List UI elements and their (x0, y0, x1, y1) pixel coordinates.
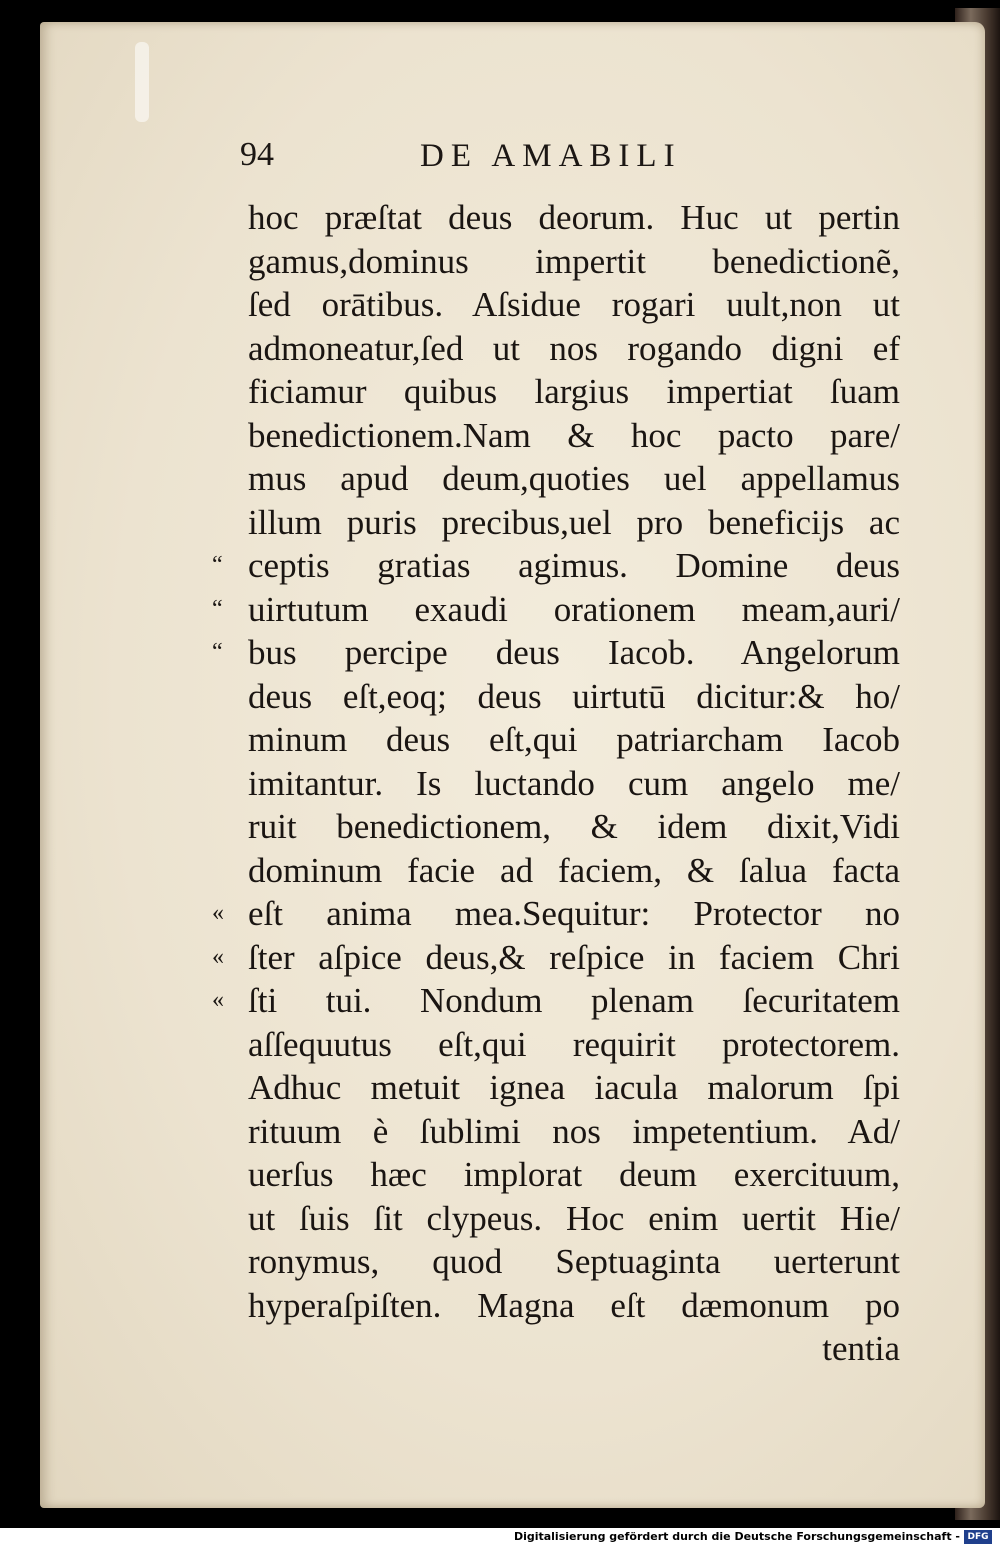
text-line (248, 675, 900, 719)
quotation-marker: « (212, 900, 224, 926)
text-line (248, 283, 900, 327)
text-line (248, 196, 900, 240)
text-line (248, 1023, 900, 1067)
line-text: hyperaſpiſten. Magna eſt dæmonum po (248, 1285, 900, 1325)
text-line (248, 1066, 900, 1110)
line-text: eſt anima mea.Sequitur: Protector no (248, 894, 900, 933)
line-text: mus apud deum,quoties uel appellamus (248, 459, 900, 498)
line-text: rituum è ſublimi nos impetentium. Ad/ (248, 1111, 900, 1151)
text-line (248, 457, 900, 501)
text-line (248, 240, 900, 284)
line-text: ceptis gratias agimus. Domine deus (248, 546, 900, 585)
line-text: ficiamur quibus largius impertiat ſuam (248, 372, 900, 411)
line-text: tentia (822, 1329, 900, 1368)
text-line (212, 979, 900, 1023)
text-line (212, 936, 900, 980)
text-line (248, 805, 900, 849)
text-line (212, 588, 900, 632)
running-head: DE AMABILI (420, 138, 682, 174)
text-line (248, 1284, 900, 1328)
line-text: uirtutum exaudi orationem meam,auri/ (248, 589, 900, 629)
line-text: hoc præſtat deus deorum. Huc ut pertin (248, 198, 900, 237)
line-text: gamus,dominus impertit benedictionẽ, (248, 241, 900, 281)
text-line (212, 631, 900, 675)
digitization-footer (0, 1528, 1000, 1547)
paper-mark (135, 42, 149, 122)
text-line (248, 370, 900, 414)
quotation-marker: « (212, 943, 224, 970)
quotation-marker: “ (212, 552, 223, 578)
line-text: ut ſuis ſit clypeus. Hoc enim uertit Hie/ (248, 1198, 900, 1238)
text-line (248, 327, 900, 371)
line-text: uerſus hæc implorat deum exercituum, (248, 1155, 900, 1194)
funding-credit: Digitalisierung gefördert durch die Deutsche Forschungsgemeinschaft - (513, 1530, 960, 1543)
line-text: admoneatur,ſed ut nos rogando digni ef (248, 328, 900, 368)
line-text: ronymus, quod Septuaginta uerterunt (248, 1242, 900, 1281)
page-number: 94 (240, 136, 274, 173)
line-text: bus percipe deus Iacob. Angelorum (248, 633, 900, 672)
line-text: ſti tui. Nondum plenam ſecuritatem (248, 981, 900, 1020)
text-line (248, 1153, 900, 1197)
text-line (248, 849, 900, 893)
quotation-marker: “ (212, 639, 223, 665)
line-text: benedictionem.Nam & hoc pacto pare/ (248, 415, 900, 455)
text-line (248, 718, 900, 762)
line-text: dominum facie ad faciem, & ſalua facta (248, 850, 900, 890)
page-header (0, 136, 1000, 186)
line-text: imitantur. Is luctando cum angelo me/ (248, 763, 900, 803)
text-line (248, 762, 900, 806)
body-text (212, 196, 908, 1371)
line-text: Adhuc metuit ignea iacula malorum ſpi (248, 1068, 900, 1107)
line-text: ſter aſpice deus,& reſpice in faciem Chri (248, 937, 900, 977)
line-text: ruit benedictionem, & idem dixit,Vidi (248, 807, 900, 846)
text-line (248, 1110, 900, 1154)
dfg-logo: DFG (964, 1530, 992, 1544)
line-text: aſſequutus eſt,qui requirit protectorem. (248, 1024, 900, 1064)
line-text: illum puris precibus,uel pro beneficijs ac (248, 502, 900, 542)
text-line (212, 544, 900, 588)
text-line (248, 1240, 900, 1284)
quotation-marker: « (212, 987, 224, 1013)
line-text: ſed orātibus. Aſsidue rogari uult,non ut (248, 285, 900, 324)
quotation-marker: “ (212, 595, 223, 622)
line-text: deus eſt,eoq; deus uirtutū dicitur:& ho/ (248, 676, 900, 716)
text-line (248, 414, 900, 458)
text-line (212, 892, 900, 936)
text-line (248, 1327, 900, 1371)
text-line (248, 1197, 900, 1241)
text-line (248, 501, 900, 545)
line-text: minum deus eſt,qui patriarcham Iacob (248, 720, 900, 759)
